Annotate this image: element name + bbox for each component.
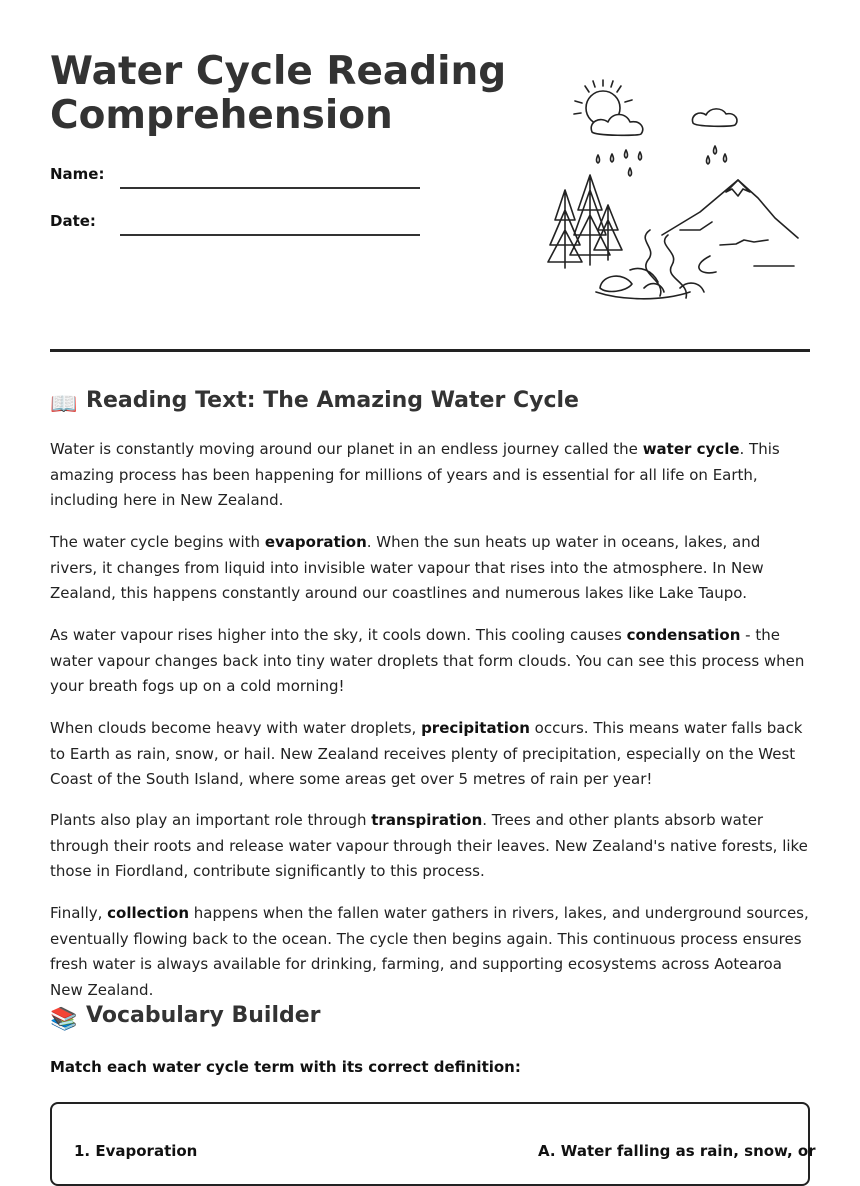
text-run: happens when the fallen water gathers in rivers, lakes, and underground sources, eventually flowing back to the ocean. The cycle then begins again. This continuous process ensures fresh water is always available for drinking, farming, and supporting ecosystems across Aotearoa New Zealand.	[50, 904, 809, 1000]
key-term: evaporation	[264, 533, 367, 551]
key-term: transpiration	[371, 811, 483, 829]
page-title: Water Cycle Reading Comprehension	[50, 49, 507, 138]
text-run: When clouds become heavy with water droplets,	[50, 719, 422, 737]
books-icon: 📚	[50, 1007, 78, 1032]
text-run: As water vapour rises higher into the sky, it cools down. This cooling causes	[50, 626, 627, 644]
key-term: water cycle	[642, 440, 740, 458]
text-run: Water is constantly moving around our planet in an endless journey called the	[50, 440, 643, 458]
definition-item[interactable]: A. Water falling as rain, snow, or	[538, 1142, 816, 1160]
text-run: . When the sun heats up water in oceans, lakes, and rivers, it changes from liquid into invisible water vapour that rises into the atmosphere. In New Zealand, this happens constantly around our coastlines and numerous lakes like Lake Taupo.	[50, 533, 764, 603]
paragraph-2	[50, 530, 812, 607]
key-term: condensation	[626, 626, 741, 644]
name-field-line[interactable]	[120, 187, 420, 189]
vocab-heading-text: Vocabulary Builder	[86, 1003, 321, 1028]
text-run: The water cycle begins with	[50, 533, 265, 551]
paragraph-6	[50, 901, 812, 1004]
text-run: Finally,	[50, 904, 108, 922]
rain-drops	[597, 146, 727, 176]
paragraph-3	[50, 623, 812, 700]
sun-rays	[574, 80, 632, 114]
term-item[interactable]: 1. Evaporation	[74, 1142, 198, 1160]
cloud-icon-2	[692, 109, 737, 126]
key-term: collection	[107, 904, 189, 922]
date-label: Date:	[50, 212, 96, 230]
rock-icon	[600, 276, 632, 291]
reading-heading-text: Reading Text: The Amazing Water Cycle	[86, 388, 579, 413]
paragraph-5	[50, 808, 812, 885]
text-run: Plants also play an important role through	[50, 811, 372, 829]
vocab-instruction: Match each water cycle term with its correct definition:	[50, 1058, 521, 1076]
reading-heading	[50, 388, 579, 417]
open-book-icon: 📖	[50, 392, 78, 417]
paragraph-4	[50, 716, 812, 793]
cloud-icon	[591, 115, 643, 136]
name-label: Name:	[50, 165, 105, 183]
text-run: occurs. This means water falls back to Earth as rain, snow, or hail. New Zealand receives plenty of precipitation, especially on the West Coast of the South Island, where some areas get over 5 metres of rain per year!	[50, 719, 803, 789]
text-run: . Trees and other plants absorb water through their roots and release water vapour through their leaves. New Zealand's native forests, like those in Fiordland, contribute significantly to this process.	[50, 811, 808, 881]
paragraph-1	[50, 437, 812, 514]
header-divider	[50, 349, 810, 352]
vocab-heading	[50, 1003, 321, 1032]
matching-box	[50, 1102, 816, 1186]
water-cycle-illustration-icon	[540, 70, 805, 310]
date-field-line[interactable]	[120, 234, 420, 236]
key-term: precipitation	[421, 719, 530, 737]
text-run: - the water vapour changes back into tiny water droplets that form clouds. You can see this process when your breath fogs up on a cold morning!	[50, 626, 805, 696]
trees-icon	[548, 175, 622, 268]
text-run: . This amazing process has been happening for millions of years and is essential for all life on Earth, including here in New Zealand.	[50, 440, 780, 510]
